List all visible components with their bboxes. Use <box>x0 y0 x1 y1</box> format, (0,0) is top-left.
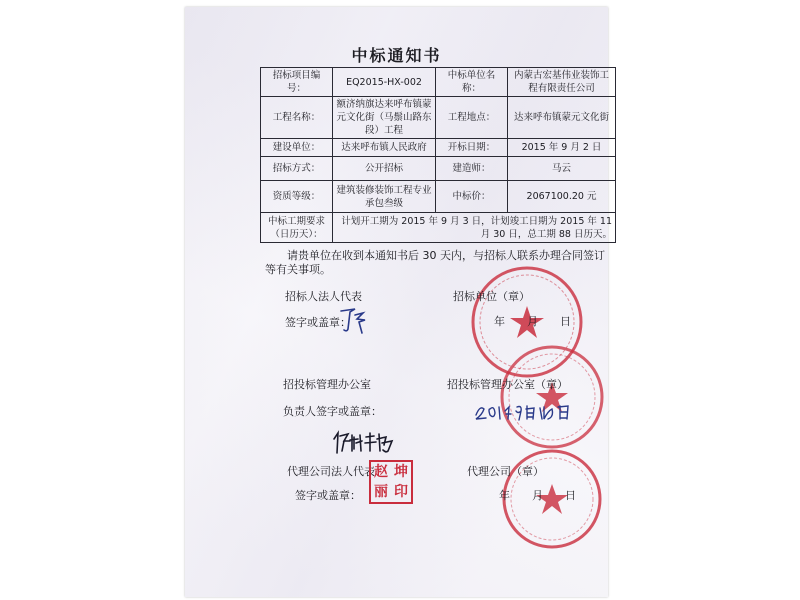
handwritten-signature-1 <box>335 303 375 335</box>
table-cell-label: 资质等级： <box>261 181 333 213</box>
office-right-label: 招投标管理办公室（章） <box>447 378 568 391</box>
date-blank-2: 年 月 日 <box>499 489 576 502</box>
handwritten-signature-2 <box>330 427 402 457</box>
table-cell-value: 建筑装修装饰工程专业承包叁级 <box>333 181 436 213</box>
table-cell-label: 中标单位名称： <box>436 68 508 97</box>
table-cell-value: 内蒙古宏基伟业装饰工程有限责任公司 <box>508 68 616 97</box>
table-row <box>261 157 616 181</box>
table-cell-label: 建造师： <box>436 157 508 181</box>
table-row <box>261 97 616 139</box>
table-cell-label: 工程地点： <box>436 97 508 139</box>
agency-rep-label: 代理公司法人代表 <box>287 465 375 478</box>
schedule-value: 计划开工期为 2015 年 9 月 3 日，计划竣工日期为 2015 年 11 月 30 日，总工期 88 日历天。 <box>333 213 616 243</box>
table-row <box>261 139 616 157</box>
sign-or-seal-label: 签字或盖章： <box>285 316 351 329</box>
table-cell-label: 招标方式： <box>261 157 333 181</box>
table-cell-value: 达来呼布镇人民政府 <box>333 139 436 157</box>
table-cell-value: 公开招标 <box>333 157 436 181</box>
table-cell-label: 建设单位： <box>261 139 333 157</box>
award-info-table <box>260 67 616 243</box>
seal-char: 赵 <box>374 464 388 480</box>
table-cell-label: 开标日期： <box>436 139 508 157</box>
schedule-label: 中标工期要求（日历天）： <box>261 213 333 243</box>
document-title: 中标通知书 <box>351 46 442 65</box>
notice-text: 请贵单位在收到本通知书后 30 天内，与招标人联系办理合同签订等有关事项。 <box>265 249 605 276</box>
seal-char: 丽 <box>374 484 388 500</box>
tenderer-rep-label: 招标人法人代表 <box>285 290 362 303</box>
table-cell-value: 2015 年 9 月 2 日 <box>508 139 616 157</box>
personal-seal-stamp <box>369 460 413 504</box>
table-cell-value: 马云 <box>508 157 616 181</box>
notice-document <box>185 7 612 597</box>
table-row <box>261 213 616 243</box>
table-cell-value: 达来呼布镇蒙元文化街 <box>508 97 616 139</box>
date-blank: 年 月 日 <box>494 315 571 328</box>
sign-or-seal-label-2: 签字或盖章： <box>295 489 361 502</box>
table-cell-value: 2067100.20 元 <box>508 181 616 213</box>
head-sign-label: 负责人签字或盖章： <box>283 405 382 418</box>
table-cell-value: 额济纳旗达来呼布镇蒙元文化街（马鬃山路东段）工程 <box>333 97 436 139</box>
seal-char: 印 <box>394 484 408 500</box>
table-cell-label: 工程名称： <box>261 97 333 139</box>
handwritten-date <box>472 397 582 423</box>
tenderer-unit-label: 招标单位（章） <box>453 290 530 303</box>
table-row <box>261 68 616 97</box>
agency-unit-label: 代理公司（章） <box>467 465 544 478</box>
seal-char: 坤 <box>394 464 408 480</box>
table-cell-label: 中标价： <box>436 181 508 213</box>
table-cell-label: 招标项目编号： <box>261 68 333 97</box>
table-row <box>261 181 616 213</box>
table-cell-value: EQ2015-HX-002 <box>333 68 436 97</box>
office-left-label: 招投标管理办公室 <box>283 378 371 391</box>
